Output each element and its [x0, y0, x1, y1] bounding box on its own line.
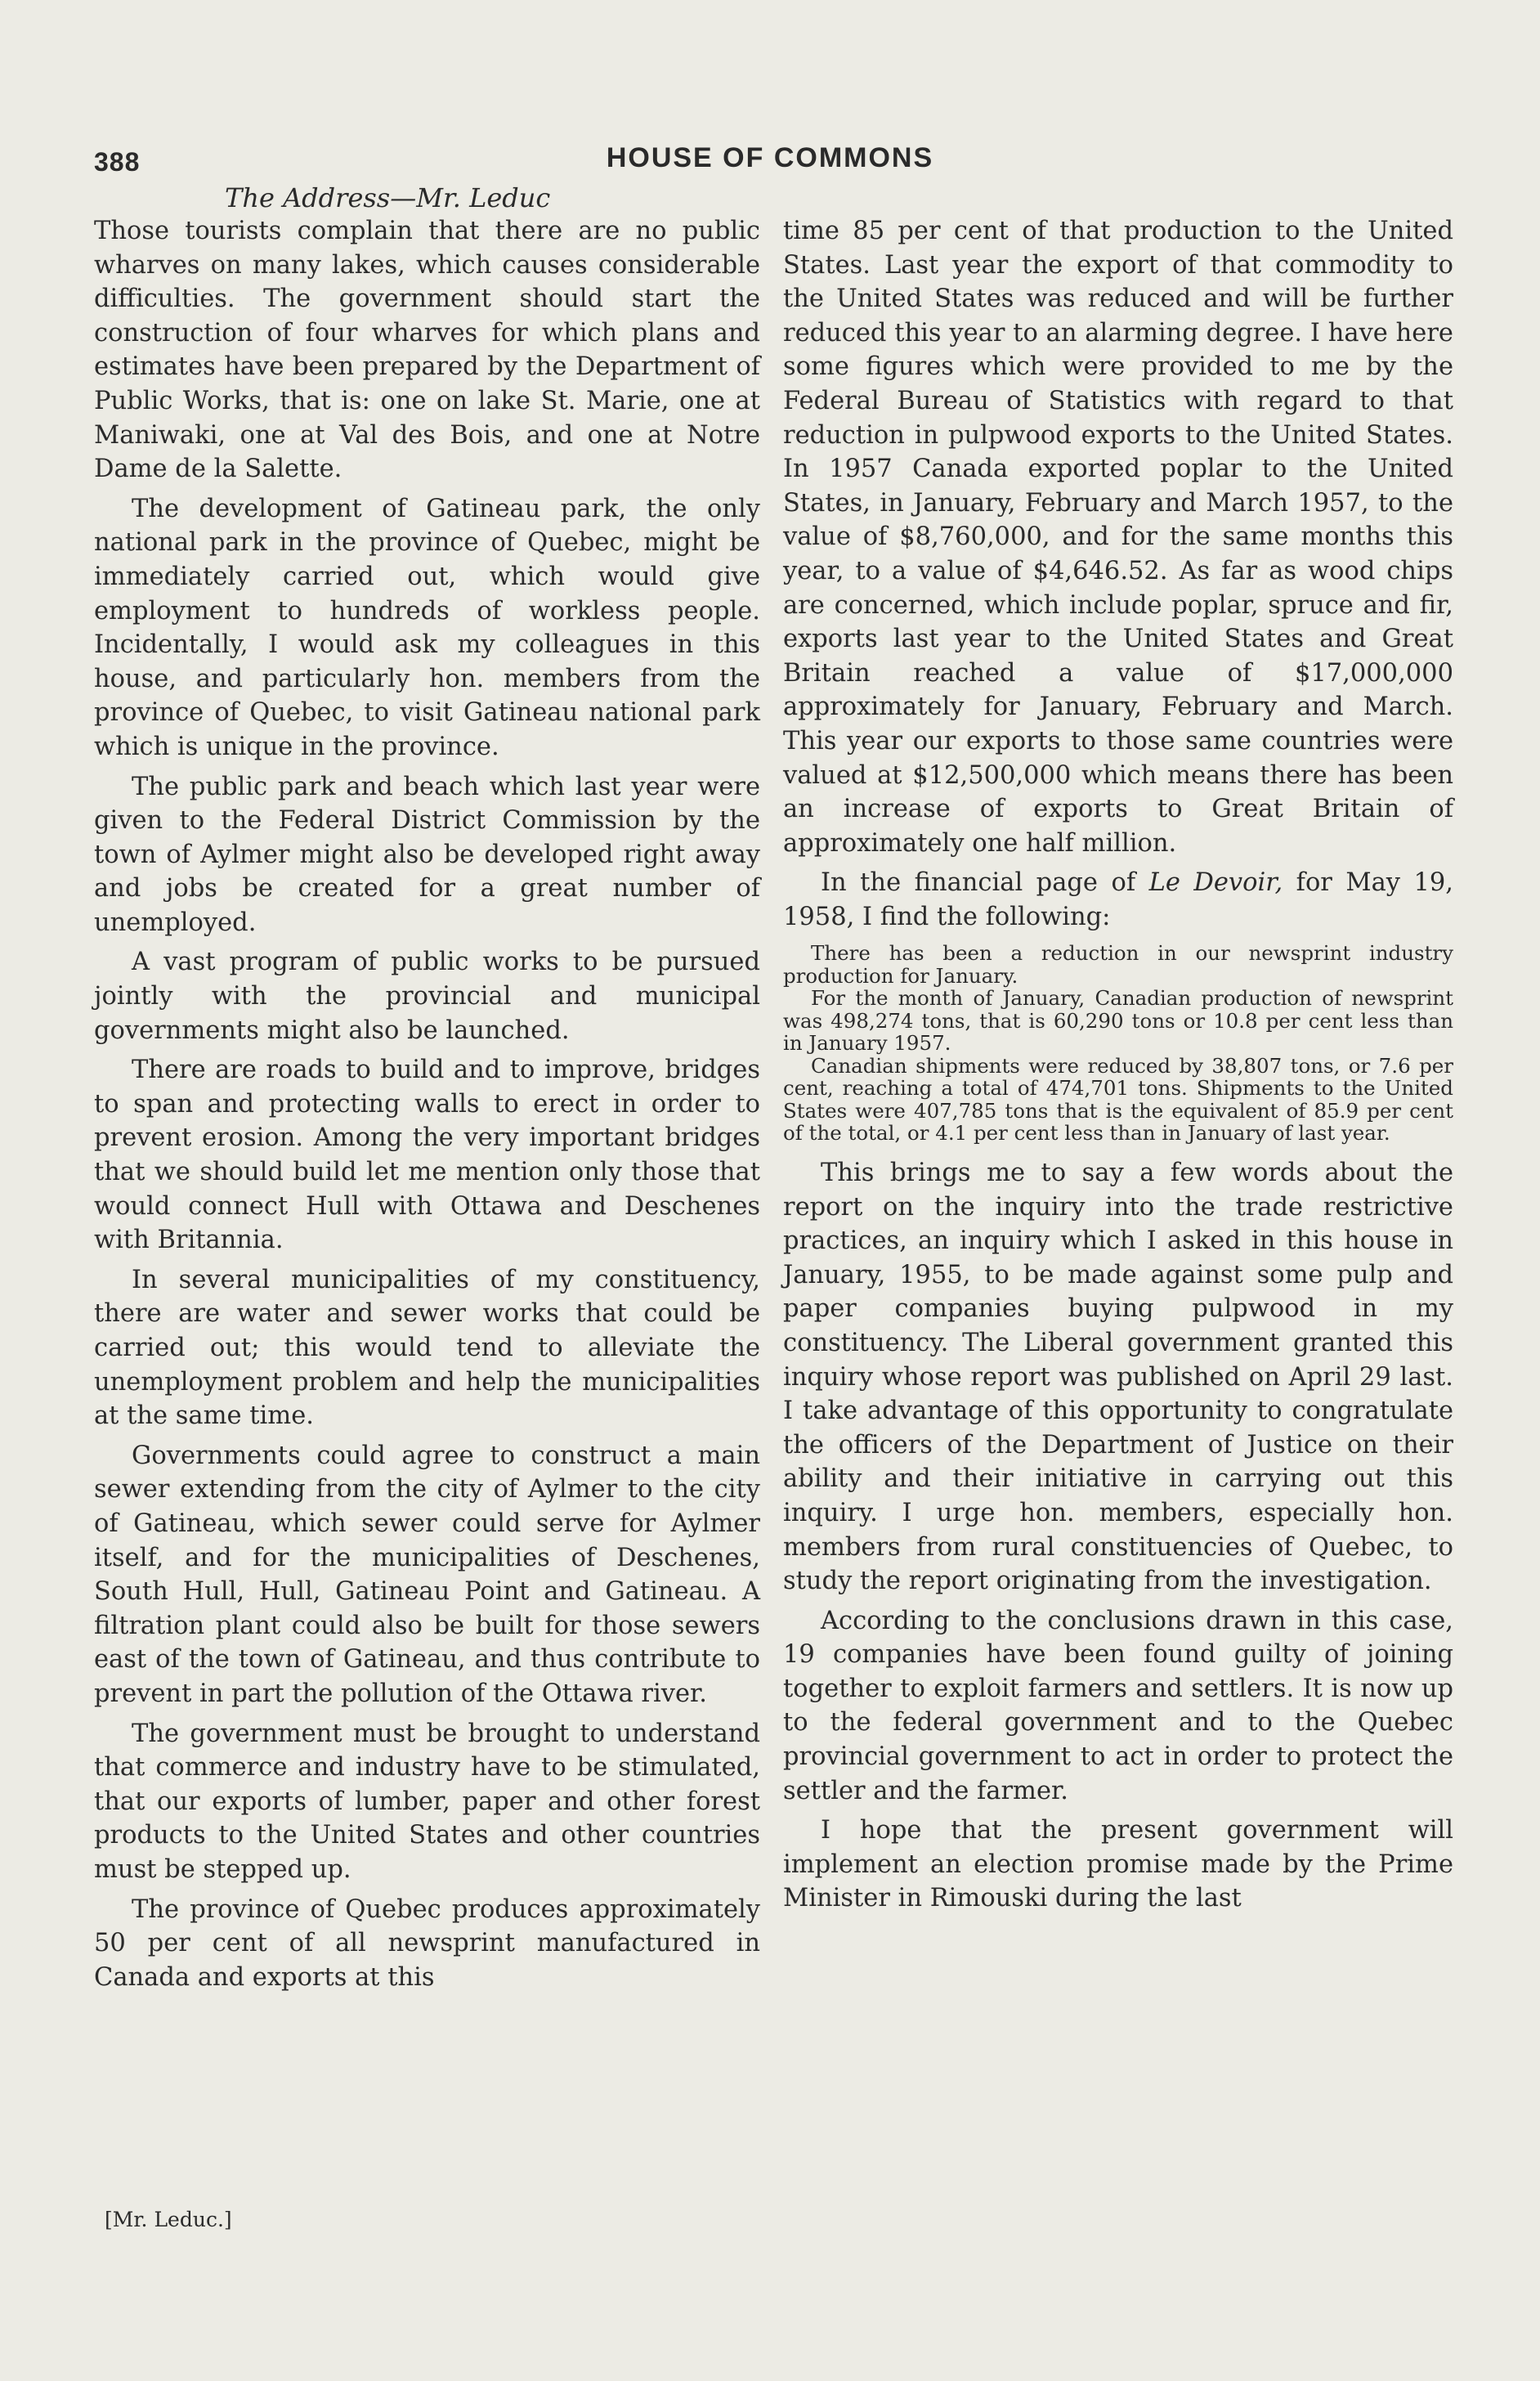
text-run: In the financial page of — [821, 868, 1149, 898]
paragraph: The development of Gatineau park, the only national park in the province of Quebec, might be immediately carried out, which would give employment to hundreds of workless people. Incidentally, I would ask my colleagues in this house, and particularly hon. members from the province of Quebec, to visit Gatineau national park which is unique in the province. — [94, 494, 760, 761]
page-number: 388 — [94, 147, 141, 177]
paragraph: The government must be brought to understand that commerce and industry have to be stimulated, that our exports of lumber, paper and other forest products to the United States and other countries must be stepped up. — [94, 1719, 760, 1884]
paragraph: Governments could agree to construct a main sewer extending from the city of Aylmer to the city of Gatineau, which sewer could serve for Aylmer itself, and for the municipalities of Deschenes, South Hull, Hull, Gatineau Point and Gatineau. A filtration plant could also be built for those sewers east of the town of Gatineau, and thus contribute to prevent in part the pollution of the Ottawa river. — [94, 1441, 760, 1708]
quote-paragraph: Canadian shipments were reduced by 38,807 tons, or 7.6 per cent, reaching a total of 474,701 tons. Shipments to the United States were 407,785 tons that is the equivalent of 85.9 per cent of the total, or 4.1 per cent less than in January of last year. — [783, 1053, 1453, 1146]
publication-name: Le Devoir, — [1148, 868, 1283, 898]
paragraph: In several municipalities of my constituency, there are water and sewer works that could be carried out; this would tend to alleviate the unemployment problem and help the municipalities at the same time. — [94, 1265, 760, 1431]
paragraph: A vast program of public works to be pursued jointly with the provincial and municipal governments might also be launched. — [94, 948, 760, 1045]
text-run: for May 19, 1958, I find the following: — [783, 868, 1454, 931]
section-subhead: The Address—Mr. Leduc — [225, 182, 551, 213]
paragraph: The public park and beach which last year were given to the Federal District Commission by the town of Aylmer might also be developed right away and jobs be created for a great number of unemployed. — [94, 772, 760, 937]
paragraph: I hope that the present government will implement an election promise made by the Prime Minister in Rimouski during the last — [783, 1816, 1453, 1913]
paragraph: The province of Quebec produces approximately 50 per cent of all newsprint manufactured in Canada and exports at this — [94, 1894, 760, 1992]
paragraph: According to the conclusions drawn in this case, 19 companies have been found guilty of joining together to exploit farmers and settlers. It is now up to the federal government and to the Quebec provincial government to act in order to protect the settler and the farmer. — [783, 1606, 1453, 1805]
quote-paragraph: For the month of January, Canadian production of newsprint was 498,274 tons, that is 60,290 tons or 10.8 per cent less than in January 1957. — [783, 986, 1453, 1056]
right-column — [783, 214, 1453, 1921]
running-head-title: HOUSE OF COMMONS — [606, 142, 934, 173]
paragraph: This brings me to say a few words about the report on the inquiry into the trade restrictive practices, an inquiry which I asked in this house in January, 1955, to be made against some pulp and paper companies buying pulpwood in my constituency. The Liberal government granted this inquiry whose report was published on April 29 last. I take advantage of this opportunity to congratulate the officers of the Department of Justice on their ability and their initiative in carrying out this inquiry. I urge hon. members, especially hon. members from rural constituencies of Quebec, to study the report originating from the investigation. — [783, 1158, 1453, 1596]
paragraph-le-devoir — [783, 866, 1453, 934]
paragraph: Those tourists complain that there are no public wharves on many lakes, which causes considerable difficulties. The government should start the construction of four wharves for which plans and estimates have been prepared by the Department of Public Works, that is: one on lake St. Marie, one at Maniwaki, one at Val des Bois, and one at Notre Dame de la Salette. — [94, 217, 760, 484]
left-column — [94, 214, 760, 2000]
paragraph: There are roads to build and to improve, bridges to span and protecting walls to erect in order to prevent erosion. Among the very important bridges that we should build let me mention only those that would connect Hull with Ottawa and Deschenes with Britannia. — [94, 1056, 760, 1255]
speaker-attribution: [Mr. Leduc.] — [105, 2208, 232, 2231]
paragraph: time 85 per cent of that production to the United States. Last year the export of that commodity to the United States was reduced and will be further reduced this year to an alarming degree. I have here some figures which were provided to me by the Federal Bureau of Statistics with regard to that reduction in pulpwood exports to the United States. In 1957 Canada exported poplar to the United States, in January, February and March 1957, to the value of $8,760,000, and for the same months this year, to a value of $4,646.52. As far as wood chips are concerned, which include poplar, spruce and fir, exports last year to the United States and Great Britain reached a value of $17,000,000 approximately for January, February and March. This year our exports to those same countries were valued at $12,500,000 which means there has been an increase of exports to Great Britain of approximately one half million. — [783, 217, 1453, 858]
quote-paragraph: There has been a reduction in our newsprint industry production for January. — [783, 941, 1453, 988]
block-quote — [783, 942, 1453, 1145]
